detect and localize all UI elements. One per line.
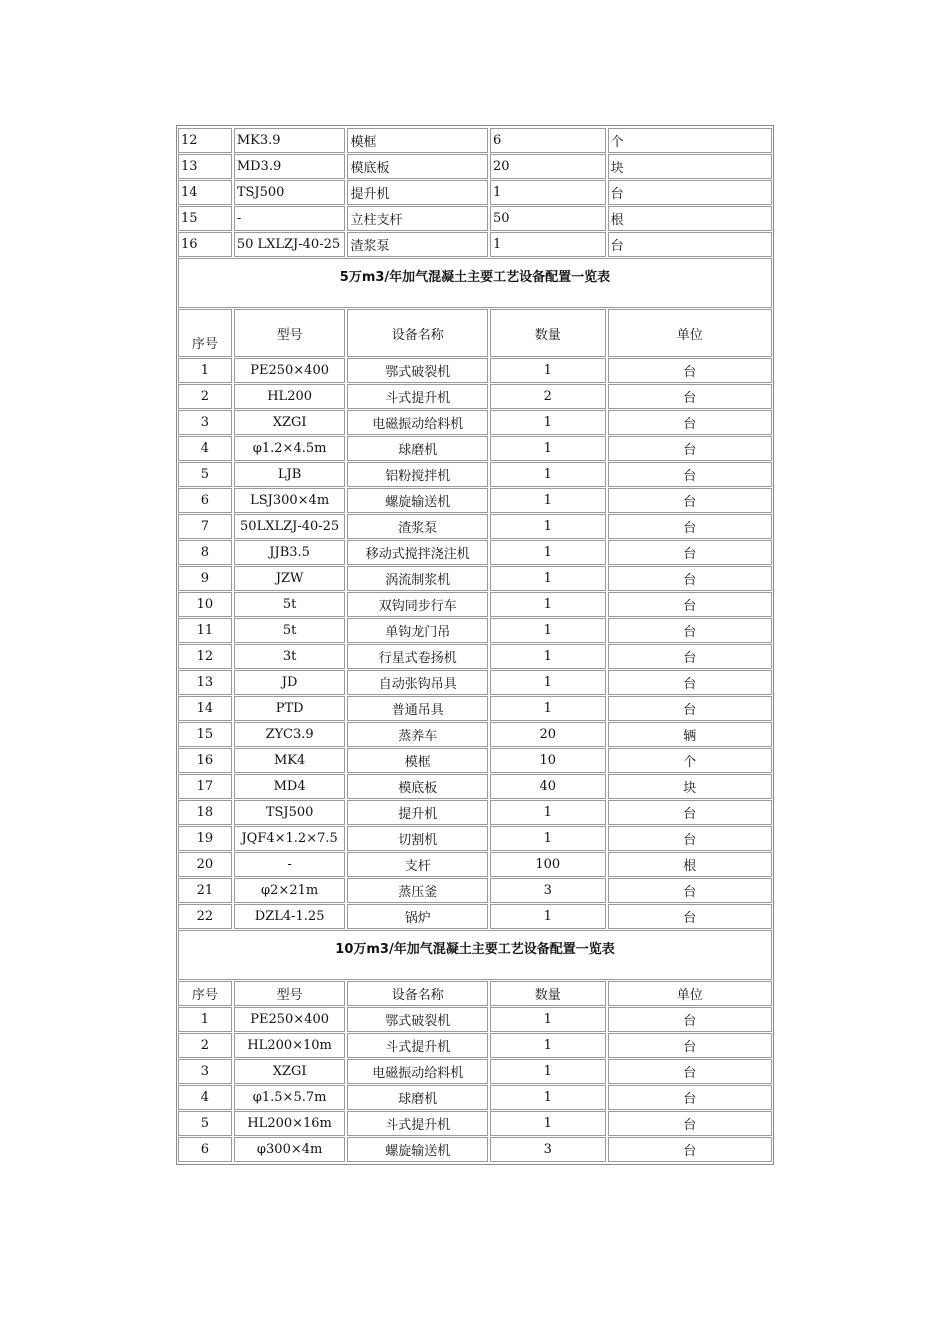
table-row bbox=[178, 852, 772, 877]
cell-equipment-name: 普通吊具 bbox=[347, 696, 488, 721]
table-row bbox=[178, 904, 772, 929]
cell-equipment-name: 移动式搅拌浇注机 bbox=[347, 540, 488, 565]
cell-index: 5 bbox=[178, 1111, 232, 1136]
cell-equipment-name: 螺旋输送机 bbox=[347, 488, 488, 513]
cell-model: LSJ300×4m bbox=[234, 488, 346, 513]
cell-quantity: 1 bbox=[490, 592, 606, 617]
cell-quantity: 1 bbox=[490, 696, 606, 721]
table-row bbox=[178, 722, 772, 747]
cell-unit: 台 bbox=[608, 644, 772, 669]
cell-unit: 台 bbox=[608, 1085, 772, 1110]
cell-index: 10 bbox=[178, 592, 232, 617]
table-row bbox=[178, 358, 772, 383]
cell-model: LJB bbox=[234, 462, 346, 487]
cell-quantity: 1 bbox=[490, 1033, 606, 1058]
table-row bbox=[178, 878, 772, 903]
cell-index: 5 bbox=[178, 462, 232, 487]
cell-index: 3 bbox=[178, 410, 232, 435]
cell-model: JZW bbox=[234, 566, 346, 591]
table-row bbox=[178, 1059, 772, 1084]
cell-unit: 台 bbox=[608, 358, 772, 383]
cell-quantity: 1 bbox=[490, 488, 606, 513]
cell-model: PE250×400 bbox=[234, 1007, 346, 1032]
table-row bbox=[178, 488, 772, 513]
cell-unit: 台 bbox=[608, 540, 772, 565]
cell-quantity: 1 bbox=[490, 1007, 606, 1032]
cell-equipment-name: 铝粉搅拌机 bbox=[347, 462, 488, 487]
cell-equipment-name: 行星式卷扬机 bbox=[347, 644, 488, 669]
cell-quantity: 1 bbox=[490, 1059, 606, 1084]
cell-model: MD3.9 bbox=[234, 154, 346, 179]
cell-equipment-name: 立柱支杆 bbox=[347, 206, 488, 231]
cell-equipment-name: 涡流制浆机 bbox=[347, 566, 488, 591]
cell-model: JD bbox=[234, 670, 346, 695]
cell-model: PE250×400 bbox=[234, 358, 346, 383]
cell-index: 7 bbox=[178, 514, 232, 539]
cell-quantity: 20 bbox=[490, 722, 606, 747]
header-index: 序号 bbox=[178, 981, 232, 1006]
cell-equipment-name: 斗式提升机 bbox=[347, 1111, 488, 1136]
cell-index: 2 bbox=[178, 1033, 232, 1058]
cell-quantity: 1 bbox=[490, 514, 606, 539]
cell-model: - bbox=[234, 206, 346, 231]
cell-equipment-name: 电磁振动给料机 bbox=[347, 1059, 488, 1084]
cell-quantity: 40 bbox=[490, 774, 606, 799]
cell-equipment-name: 斗式提升机 bbox=[347, 384, 488, 409]
header-equipment-name: 设备名称 bbox=[347, 981, 488, 1006]
cell-equipment-name: 斗式提升机 bbox=[347, 1033, 488, 1058]
cell-quantity: 100 bbox=[490, 852, 606, 877]
cell-model: HL200×16m bbox=[234, 1111, 346, 1136]
cell-unit: 台 bbox=[608, 618, 772, 643]
cell-equipment-name: 模框 bbox=[347, 748, 488, 773]
table-row bbox=[178, 826, 772, 851]
cell-index: 1 bbox=[178, 1007, 232, 1032]
cell-quantity: 1 bbox=[490, 410, 606, 435]
cell-unit: 台 bbox=[608, 410, 772, 435]
cell-unit: 台 bbox=[608, 826, 772, 851]
cell-model: 50LXLZJ-40-25 bbox=[234, 514, 346, 539]
cell-model: TSJ500 bbox=[234, 180, 346, 205]
cell-unit: 台 bbox=[608, 1111, 772, 1136]
cell-index: 1 bbox=[178, 358, 232, 383]
top-rows-section bbox=[178, 128, 772, 257]
table2-title: 10万m3/年加气混凝土主要工艺设备配置一览表 bbox=[178, 930, 772, 980]
table-row bbox=[178, 644, 772, 669]
cell-unit: 台 bbox=[608, 878, 772, 903]
cell-quantity: 1 bbox=[490, 180, 606, 205]
table-row bbox=[178, 696, 772, 721]
cell-equipment-name: 模底板 bbox=[347, 154, 488, 179]
cell-unit: 台 bbox=[608, 592, 772, 617]
table-row bbox=[178, 774, 772, 799]
header-quantity: 数量 bbox=[490, 981, 606, 1006]
cell-model: MK3.9 bbox=[234, 128, 346, 153]
cell-equipment-name: 蒸压釜 bbox=[347, 878, 488, 903]
header-equipment-name: 设备名称 bbox=[347, 309, 488, 357]
cell-equipment-name: 螺旋输送机 bbox=[347, 1137, 488, 1162]
cell-quantity: 3 bbox=[490, 1137, 606, 1162]
cell-unit: 台 bbox=[608, 462, 772, 487]
cell-unit: 台 bbox=[608, 670, 772, 695]
cell-equipment-name: 渣浆泵 bbox=[347, 514, 488, 539]
cell-unit: 台 bbox=[608, 514, 772, 539]
cell-unit: 块 bbox=[608, 154, 772, 179]
table-row bbox=[178, 1007, 772, 1032]
cell-unit: 个 bbox=[608, 128, 772, 153]
cell-quantity: 1 bbox=[490, 800, 606, 825]
cell-equipment-name: 提升机 bbox=[347, 800, 488, 825]
cell-unit: 台 bbox=[608, 1137, 772, 1162]
table-row bbox=[178, 670, 772, 695]
cell-quantity: 1 bbox=[490, 566, 606, 591]
table-row bbox=[178, 1033, 772, 1058]
cell-unit: 台 bbox=[608, 566, 772, 591]
cell-unit: 台 bbox=[608, 232, 772, 257]
header-model: 型号 bbox=[234, 981, 346, 1006]
table-row bbox=[178, 618, 772, 643]
table1-body bbox=[178, 358, 772, 929]
cell-unit: 台 bbox=[608, 904, 772, 929]
cell-equipment-name: 切割机 bbox=[347, 826, 488, 851]
cell-index: 12 bbox=[178, 128, 232, 153]
cell-equipment-name: 球磨机 bbox=[347, 1085, 488, 1110]
table2-body bbox=[178, 1007, 772, 1162]
cell-index: 18 bbox=[178, 800, 232, 825]
cell-equipment-name: 电磁振动给料机 bbox=[347, 410, 488, 435]
header-quantity: 数量 bbox=[490, 309, 606, 357]
cell-index: 8 bbox=[178, 540, 232, 565]
cell-equipment-name: 单钩龙门吊 bbox=[347, 618, 488, 643]
cell-model: 5t bbox=[234, 592, 346, 617]
table-row bbox=[178, 566, 772, 591]
table-row bbox=[178, 1137, 772, 1162]
cell-index: 3 bbox=[178, 1059, 232, 1084]
cell-index: 16 bbox=[178, 232, 232, 257]
cell-index: 11 bbox=[178, 618, 232, 643]
cell-unit: 台 bbox=[608, 384, 772, 409]
table-row bbox=[178, 154, 772, 179]
cell-model: XZGI bbox=[234, 410, 346, 435]
cell-index: 17 bbox=[178, 774, 232, 799]
table-row bbox=[178, 180, 772, 205]
cell-quantity: 1 bbox=[490, 232, 606, 257]
table-row bbox=[178, 748, 772, 773]
cell-index: 6 bbox=[178, 1137, 232, 1162]
cell-index: 19 bbox=[178, 826, 232, 851]
cell-index: 16 bbox=[178, 748, 232, 773]
cell-quantity: 10 bbox=[490, 748, 606, 773]
cell-index: 6 bbox=[178, 488, 232, 513]
cell-equipment-name: 模底板 bbox=[347, 774, 488, 799]
cell-index: 15 bbox=[178, 722, 232, 747]
cell-quantity: 6 bbox=[490, 128, 606, 153]
cell-equipment-name: 蒸养车 bbox=[347, 722, 488, 747]
cell-model: φ1.5×5.7m bbox=[234, 1085, 346, 1110]
cell-quantity: 3 bbox=[490, 878, 606, 903]
cell-index: 12 bbox=[178, 644, 232, 669]
cell-quantity: 1 bbox=[490, 618, 606, 643]
cell-index: 4 bbox=[178, 1085, 232, 1110]
table-row bbox=[178, 1085, 772, 1110]
cell-unit: 个 bbox=[608, 748, 772, 773]
cell-unit: 台 bbox=[608, 1033, 772, 1058]
cell-model: MD4 bbox=[234, 774, 346, 799]
cell-quantity: 1 bbox=[490, 1085, 606, 1110]
cell-equipment-name: 双钩同步行车 bbox=[347, 592, 488, 617]
cell-index: 15 bbox=[178, 206, 232, 231]
cell-model: MK4 bbox=[234, 748, 346, 773]
header-index: 序号 bbox=[178, 309, 232, 357]
cell-equipment-name: 鄂式破裂机 bbox=[347, 1007, 488, 1032]
cell-equipment-name: 鄂式破裂机 bbox=[347, 358, 488, 383]
cell-quantity: 1 bbox=[490, 540, 606, 565]
cell-unit: 台 bbox=[608, 696, 772, 721]
cell-quantity: 1 bbox=[490, 462, 606, 487]
cell-quantity: 1 bbox=[490, 904, 606, 929]
cell-unit: 台 bbox=[608, 436, 772, 461]
cell-model: 5t bbox=[234, 618, 346, 643]
cell-quantity: 1 bbox=[490, 826, 606, 851]
cell-equipment-name: 球磨机 bbox=[347, 436, 488, 461]
cell-index: 13 bbox=[178, 670, 232, 695]
cell-unit: 台 bbox=[608, 488, 772, 513]
cell-index: 2 bbox=[178, 384, 232, 409]
cell-model: DZL4-1.25 bbox=[234, 904, 346, 929]
cell-index: 20 bbox=[178, 852, 232, 877]
header-unit: 单位 bbox=[608, 981, 772, 1006]
cell-index: 13 bbox=[178, 154, 232, 179]
cell-model: ZYC3.9 bbox=[234, 722, 346, 747]
cell-quantity: 1 bbox=[490, 436, 606, 461]
cell-quantity: 2 bbox=[490, 384, 606, 409]
table1-title: 5万m3/年加气混凝土主要工艺设备配置一览表 bbox=[178, 258, 772, 308]
header-unit: 单位 bbox=[608, 309, 772, 357]
table-row bbox=[178, 540, 772, 565]
cell-model: φ1.2×4.5m bbox=[234, 436, 346, 461]
equipment-table bbox=[176, 125, 774, 1165]
cell-quantity: 50 bbox=[490, 206, 606, 231]
cell-model: TSJ500 bbox=[234, 800, 346, 825]
cell-model: HL200 bbox=[234, 384, 346, 409]
cell-unit: 台 bbox=[608, 800, 772, 825]
table1-header-row bbox=[178, 309, 772, 357]
cell-model: φ2×21m bbox=[234, 878, 346, 903]
cell-unit: 块 bbox=[608, 774, 772, 799]
cell-unit: 根 bbox=[608, 206, 772, 231]
table-row bbox=[178, 128, 772, 153]
table-row bbox=[178, 514, 772, 539]
cell-quantity: 1 bbox=[490, 1111, 606, 1136]
cell-model: 50 LXLZJ-40-25 bbox=[234, 232, 346, 257]
cell-index: 14 bbox=[178, 180, 232, 205]
cell-unit: 台 bbox=[608, 1059, 772, 1084]
cell-quantity: 1 bbox=[490, 670, 606, 695]
cell-quantity: 1 bbox=[490, 644, 606, 669]
cell-unit: 台 bbox=[608, 180, 772, 205]
cell-index: 14 bbox=[178, 696, 232, 721]
header-model: 型号 bbox=[234, 309, 346, 357]
table-row bbox=[178, 384, 772, 409]
cell-model: PTD bbox=[234, 696, 346, 721]
cell-unit: 台 bbox=[608, 1007, 772, 1032]
cell-model: JQF4×1.2×7.5 bbox=[234, 826, 346, 851]
table-row bbox=[178, 232, 772, 257]
cell-model: JJB3.5 bbox=[234, 540, 346, 565]
cell-quantity: 20 bbox=[490, 154, 606, 179]
cell-equipment-name: 提升机 bbox=[347, 180, 488, 205]
cell-index: 22 bbox=[178, 904, 232, 929]
table-row bbox=[178, 1111, 772, 1136]
table-row bbox=[178, 206, 772, 231]
cell-index: 21 bbox=[178, 878, 232, 903]
cell-unit: 根 bbox=[608, 852, 772, 877]
cell-model: XZGI bbox=[234, 1059, 346, 1084]
cell-index: 4 bbox=[178, 436, 232, 461]
cell-model: 3t bbox=[234, 644, 346, 669]
cell-unit: 辆 bbox=[608, 722, 772, 747]
cell-model: HL200×10m bbox=[234, 1033, 346, 1058]
table-row bbox=[178, 410, 772, 435]
cell-equipment-name: 锅炉 bbox=[347, 904, 488, 929]
table-row bbox=[178, 462, 772, 487]
cell-equipment-name: 模框 bbox=[347, 128, 488, 153]
table-row bbox=[178, 592, 772, 617]
table-row bbox=[178, 436, 772, 461]
cell-quantity: 1 bbox=[490, 358, 606, 383]
cell-equipment-name: 支杆 bbox=[347, 852, 488, 877]
cell-model: - bbox=[234, 852, 346, 877]
cell-equipment-name: 渣浆泵 bbox=[347, 232, 488, 257]
cell-equipment-name: 自动张钩吊具 bbox=[347, 670, 488, 695]
cell-index: 9 bbox=[178, 566, 232, 591]
table-row bbox=[178, 800, 772, 825]
table2-header-row bbox=[178, 981, 772, 1006]
cell-model: φ300×4m bbox=[234, 1137, 346, 1162]
